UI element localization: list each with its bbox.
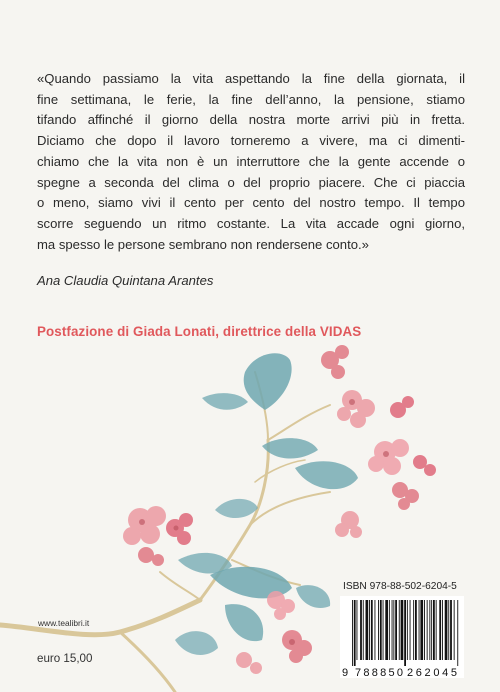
quote-line: o meno, siamo vivi il cento per cento del nostro tempo. Il tempo (37, 195, 465, 211)
barcode-bar (366, 600, 369, 660)
quote-line: Diciamo che dopo il lavoro torneremo a vivere, ma ci dimenti- (37, 133, 465, 149)
barcode-bar (454, 600, 455, 660)
barcode-bar (357, 600, 358, 660)
barcode-bar (380, 600, 382, 660)
barcode-bar (450, 600, 452, 660)
barcode-bar (424, 600, 425, 660)
quote-line: «Quando passiamo la vita aspettando la fine della giornata, il (37, 71, 465, 86)
quote-line: tifando affinché il giorno della nostra morte arrivi più in fretta. (37, 112, 465, 128)
barcode-bar (393, 600, 394, 660)
barcode-bar (442, 600, 443, 660)
barcode-bar (383, 600, 384, 660)
barcode-bar (410, 600, 411, 660)
postface-credit: Postfazione di Giada Lonati, direttrice della VIDAS (37, 324, 362, 339)
publisher-website: www.tealibri.it (38, 618, 90, 628)
barcode-bar (433, 600, 435, 660)
barcode-bar (385, 600, 388, 660)
barcode-bar (371, 600, 373, 660)
barcode-digits-left: 788850 (355, 667, 403, 678)
barcode-bar (378, 600, 379, 660)
barcode-bar (427, 600, 428, 660)
barcode-digits-right: 262045 (407, 667, 457, 678)
barcode-bar (399, 600, 400, 660)
quote-line: fine settimana, le ferie, la fine dell’anno, la pensione, stiamo (37, 91, 465, 107)
barcode-bar (352, 600, 353, 666)
quote-line: chiamo che la vita non è un interruttore che la gente accende o (37, 153, 465, 169)
barcode-bar (404, 600, 406, 666)
barcode-bar (369, 600, 370, 660)
barcode-bar (363, 600, 364, 660)
quote-line: ma spesso le persone sembrano non rendersene conto.» (37, 236, 369, 252)
barcode-digit-first: 9 (342, 667, 349, 678)
barcode-bar (354, 600, 356, 666)
barcode-bar (395, 600, 397, 660)
barcode-bar (389, 600, 390, 660)
quote-line: spegne a seconda del clima o del proprio piacere. Che ci piaccia (37, 174, 465, 190)
barcode-bar (407, 600, 408, 660)
quote-line: scorre seguendo un ritmo costante. La vita accade ogni giorno, (37, 215, 465, 231)
back-cover-quote (37, 69, 465, 255)
book-price: euro 15,00 (37, 652, 93, 665)
barcode-bar (419, 600, 420, 660)
barcode-bar (401, 600, 404, 660)
barcode-bar (413, 600, 414, 660)
barcode-bar (392, 600, 393, 660)
barcode-bar (375, 600, 376, 660)
barcode-bar (457, 600, 458, 666)
barcode-bar (415, 600, 417, 660)
barcode-bar (429, 600, 430, 660)
barcode-bar (436, 600, 437, 660)
leaves (175, 353, 358, 655)
barcode-bar (448, 600, 449, 660)
branch-stems (0, 372, 330, 692)
barcode-bar (445, 600, 448, 660)
barcode-bar (439, 600, 441, 660)
barcode-bars (340, 596, 464, 678)
quote-author: Ana Claudia Quintana Arantes (37, 273, 214, 288)
barcode-bar (420, 600, 423, 660)
barcode (340, 596, 464, 678)
isbn-number: ISBN 978-88-502-6204-5 (343, 581, 457, 592)
barcode-bar (431, 600, 432, 660)
barcode-bar (360, 600, 362, 660)
